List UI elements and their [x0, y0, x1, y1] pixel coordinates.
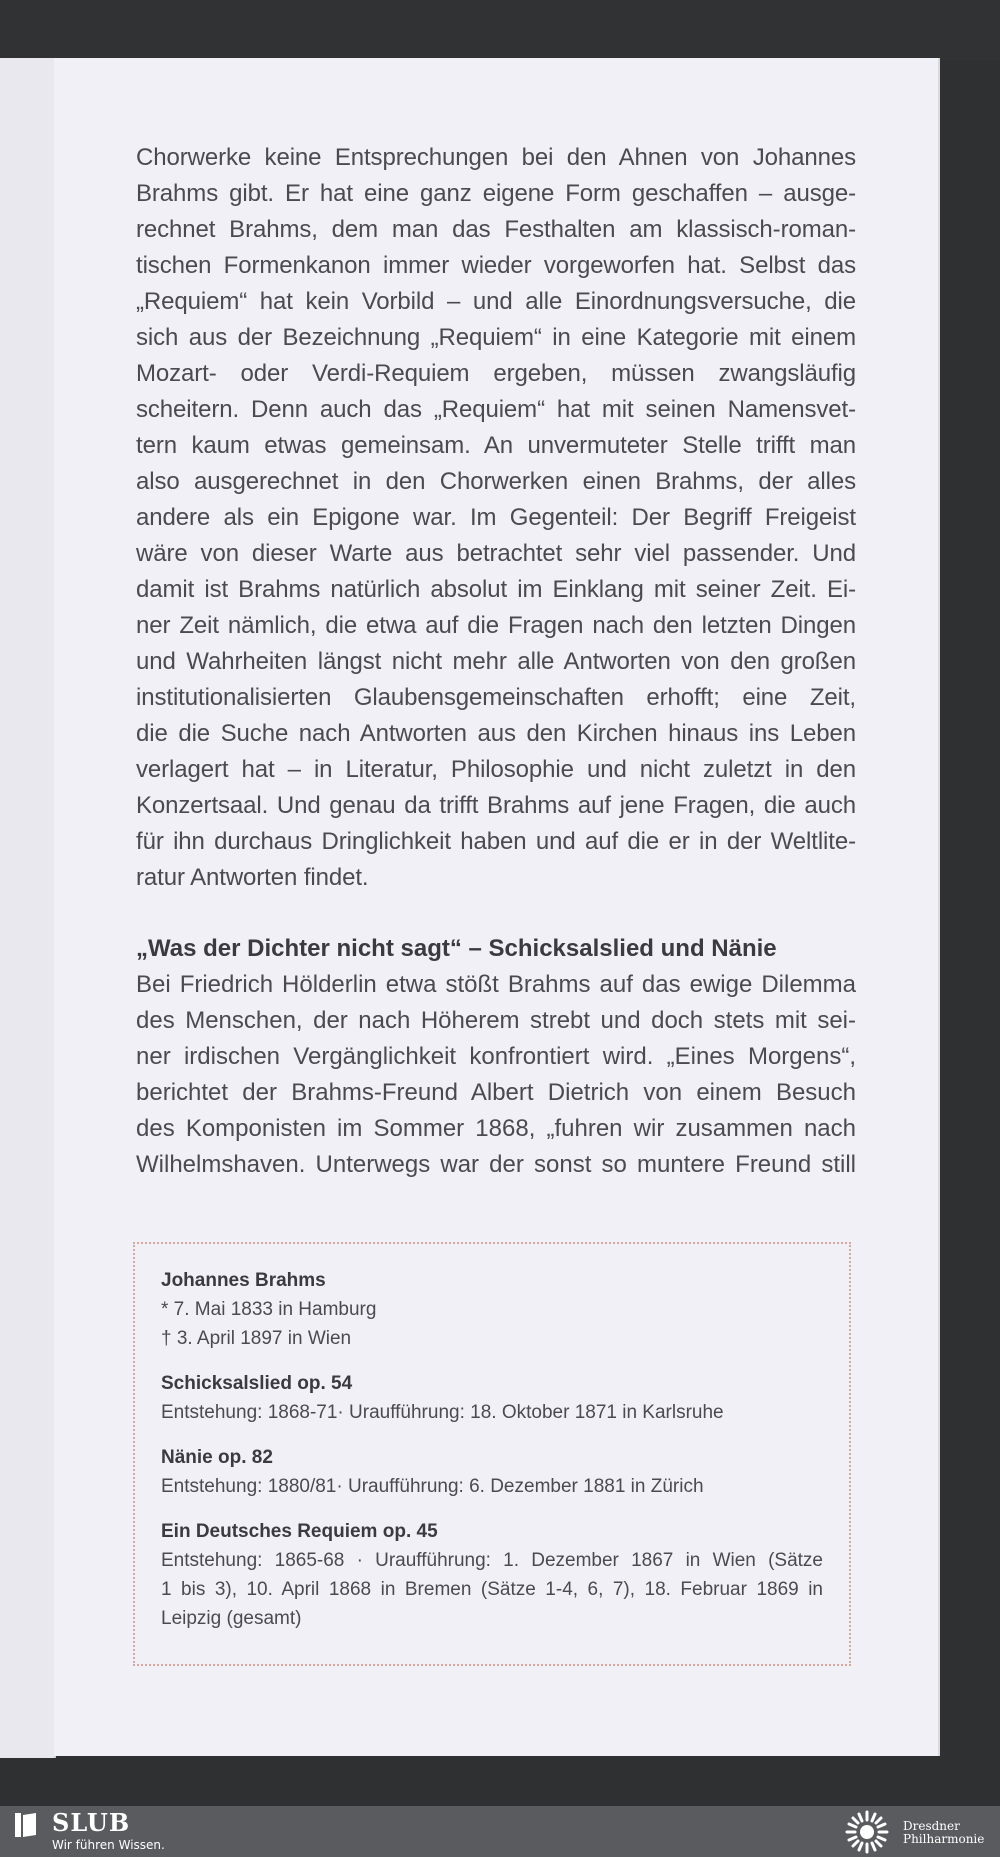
partner-name-line1: Dresdner — [903, 1819, 960, 1833]
text-line: Chorwerke keine Entsprechungen bei den Ahnen von Johannes — [136, 144, 856, 171]
work-info-box — [133, 1242, 851, 1666]
facing-page-edge — [0, 58, 56, 1758]
text-line: scheitern. Denn auch das „Requiem“ hat mit seinen Namensvet- — [136, 396, 856, 423]
text-line: und Wahrheiten längst nicht mehr alle Antworten von den großen — [136, 648, 856, 675]
scan-background-top — [0, 0, 1000, 60]
text-line: wäre von dieser Warte aus betrachtet sehr viel passender. Und — [136, 540, 856, 567]
composer-died: † 3. April 1897 in Wien — [161, 1328, 352, 1349]
section-heading: „Was der Dichter nicht sagt“ – Schicksalslied und Nänie — [136, 935, 777, 962]
work-details: Entstehung: 1880/81· Uraufführung: 6. Dezember 1881 in Zürich — [161, 1476, 704, 1497]
text-line: also ausgerechnet in den Chorwerken einen Brahms, der alles — [136, 468, 856, 495]
text-line: tischen Formenkanon immer wieder vorgeworfen hat. Selbst das — [136, 252, 856, 279]
composer-born: * 7. Mai 1833 in Hamburg — [161, 1299, 377, 1320]
work-details: 1 bis 3), 10. April 1868 in Bremen (Sätze 1-4, 6, 7), 18. Februar 1869 in — [161, 1579, 823, 1600]
body-paragraph-2 — [136, 967, 856, 1183]
work-entry — [161, 1369, 823, 1427]
text-line: berichtet der Brahms-Freund Albert Dietrich von einem Besuch — [136, 1079, 856, 1106]
body-paragraph-1 — [136, 140, 856, 896]
work-title: Schicksalslied op. 54 — [161, 1373, 353, 1394]
work-details: Entstehung: 1868-71· Uraufführung: 18. Oktober 1871 in Karlsruhe — [161, 1402, 724, 1423]
text-line: Wilhelmshaven. Unterwegs war der sonst so muntere Freund still — [136, 1151, 856, 1178]
slub-book-icon — [14, 1812, 38, 1838]
composer-name: Johannes Brahms — [161, 1270, 326, 1291]
text-line: institutionalisierten Glaubensgemeinschaften erhofft; eine Zeit, — [136, 684, 856, 711]
text-line: damit ist Brahms natürlich absolut im Einklang mit seiner Zeit. Ei- — [136, 576, 856, 603]
text-line: sich aus der Bezeichnung „Requiem“ in eine Kategorie mit einem — [136, 324, 856, 351]
composer-block — [161, 1266, 823, 1353]
text-line: Brahms gibt. Er hat eine ganz eigene Form geschaffen – ausge- — [136, 180, 856, 207]
text-line: ner Zeit nämlich, die etwa auf die Fragen nach den letzten Dingen — [136, 612, 856, 639]
text-line: des Menschen, der nach Höherem strebt und doch stets mit sei- — [136, 1007, 856, 1034]
library-slogan: Wir führen Wissen. — [52, 1838, 165, 1852]
text-line: Mozart- oder Verdi-Requiem ergeben, müssen zwangsläufig — [136, 360, 856, 387]
work-title: Nänie op. 82 — [161, 1447, 273, 1468]
work-entry — [161, 1443, 823, 1501]
text-line: andere als ein Epigone war. Im Gegenteil: Der Begriff Freigeist — [136, 504, 856, 531]
text-line: tern kaum etwas gemeinsam. An unvermuteter Stelle trifft man — [136, 432, 856, 459]
text-line: Konzertsaal. Und genau da trifft Brahms auf jene Fragen, die auch — [136, 792, 856, 819]
philharmonie-logo-icon — [842, 1810, 892, 1854]
text-line: für ihn durchaus Dringlichkeit haben und auf die er in der Weltlite- — [136, 828, 856, 855]
text-line: Bei Friedrich Hölderlin etwa stößt Brahms auf das ewige Dilemma — [136, 971, 856, 998]
work-title: Ein Deutsches Requiem op. 45 — [161, 1521, 438, 1542]
work-details: Leipzig (gesamt) — [161, 1608, 302, 1629]
library-name: SLUB — [52, 1808, 131, 1837]
text-line: des Komponisten im Sommer 1868, „fuhren wir zusammen nach — [136, 1115, 856, 1142]
text-line: die die Suche nach Antworten aus den Kirchen hinaus ins Leben — [136, 720, 856, 747]
work-entry — [161, 1517, 823, 1633]
text-line: „Requiem“ hat kein Vorbild – und alle Einordnungsversuche, die — [136, 288, 856, 315]
text-line: ratur Antworten findet. — [136, 864, 369, 891]
work-details: Entstehung: 1865-68 · Uraufführung: 1. Dezember 1867 in Wien (Sätze — [161, 1550, 823, 1571]
text-line: ner irdischen Vergänglichkeit konfrontiert wird. „Eines Morgens“, — [136, 1043, 856, 1070]
text-line: verlagert hat – in Literatur, Philosophie und nicht zuletzt in den — [136, 756, 856, 783]
text-line: rechnet Brahms, dem man das Festhalten am klassisch-roman- — [136, 216, 856, 243]
partner-name — [903, 1820, 984, 1846]
partner-name-line2: Philharmonie — [903, 1832, 985, 1846]
